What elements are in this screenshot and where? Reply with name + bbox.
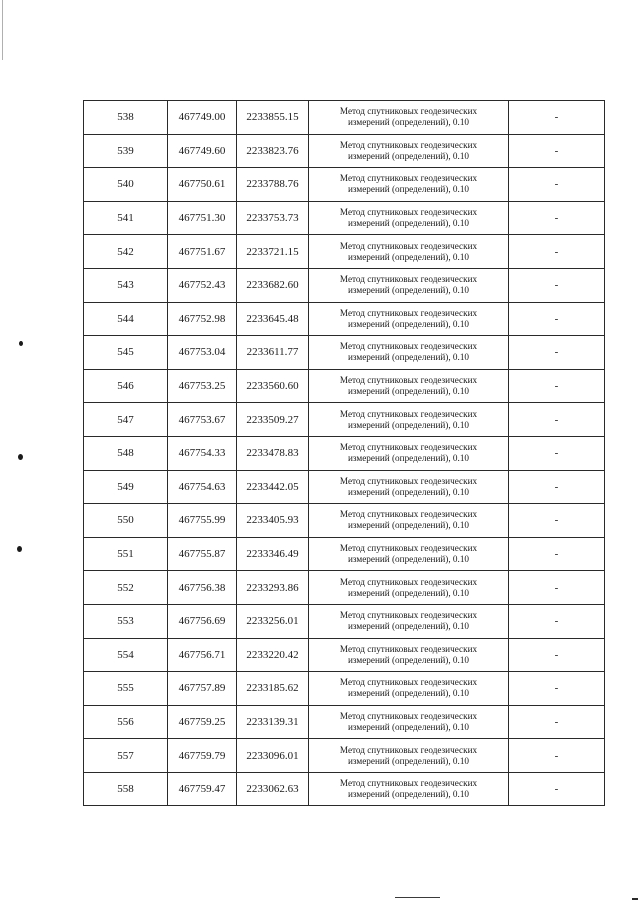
method-text-line2: измерений (определений), 0.10 xyxy=(347,688,470,699)
method-cell xyxy=(309,571,509,605)
note-cell: - xyxy=(509,537,605,571)
note-cell: - xyxy=(509,302,605,336)
table-row xyxy=(84,772,605,806)
point-number-cell: 554 xyxy=(84,638,168,672)
y-coordinate-cell: 2233788.76 xyxy=(237,168,309,202)
method-text-line1: Метод спутниковых геодезических xyxy=(339,274,478,285)
point-number-cell: 558 xyxy=(84,772,168,806)
method-cell xyxy=(309,168,509,202)
table-row xyxy=(84,336,605,370)
method-text-line2: измерений (определений), 0.10 xyxy=(347,520,470,531)
note-cell: - xyxy=(509,369,605,403)
table-row xyxy=(84,101,605,135)
note-cell: - xyxy=(509,504,605,538)
scan-artifact-dot xyxy=(17,546,22,552)
x-coordinate-cell: 467749.60 xyxy=(168,134,237,168)
point-number-cell: 557 xyxy=(84,739,168,773)
y-coordinate-cell: 2233220.42 xyxy=(237,638,309,672)
coordinates-table-body xyxy=(84,101,605,806)
method-cell xyxy=(309,604,509,638)
y-coordinate-cell: 2233560.60 xyxy=(237,369,309,403)
method-text-line1: Метод спутниковых геодезических xyxy=(339,375,478,386)
method-cell xyxy=(309,672,509,706)
table-row xyxy=(84,235,605,269)
method-text-line1: Метод спутниковых геодезических xyxy=(339,744,478,755)
x-coordinate-cell: 467751.30 xyxy=(168,201,237,235)
note-cell: - xyxy=(509,168,605,202)
x-coordinate-cell: 467757.89 xyxy=(168,672,237,706)
coordinates-table xyxy=(83,100,605,806)
method-cell xyxy=(309,739,509,773)
point-number-cell: 545 xyxy=(84,336,168,370)
method-text-line1: Метод спутниковых геодезических xyxy=(339,207,478,218)
table-row xyxy=(84,436,605,470)
point-number-cell: 555 xyxy=(84,672,168,706)
note-cell: - xyxy=(509,201,605,235)
method-cell xyxy=(309,504,509,538)
x-coordinate-cell: 467754.33 xyxy=(168,436,237,470)
point-number-cell: 549 xyxy=(84,470,168,504)
point-number-cell: 542 xyxy=(84,235,168,269)
method-text-line2: измерений (определений), 0.10 xyxy=(347,453,470,464)
table-row xyxy=(84,504,605,538)
method-text-line1: Метод спутниковых геодезических xyxy=(339,677,478,688)
method-cell xyxy=(309,537,509,571)
point-number-cell: 551 xyxy=(84,537,168,571)
x-coordinate-cell: 467759.79 xyxy=(168,739,237,773)
point-number-cell: 553 xyxy=(84,604,168,638)
method-text-line2: измерений (определений), 0.10 xyxy=(347,285,470,296)
method-text-line1: Метод спутниковых геодезических xyxy=(339,509,478,520)
note-cell: - xyxy=(509,235,605,269)
note-cell: - xyxy=(509,134,605,168)
note-cell: - xyxy=(509,705,605,739)
note-cell: - xyxy=(509,604,605,638)
x-coordinate-cell: 467756.71 xyxy=(168,638,237,672)
method-text-line2: измерений (определений), 0.10 xyxy=(347,150,470,161)
method-cell xyxy=(309,201,509,235)
method-text-line2: измерений (определений), 0.10 xyxy=(347,789,470,800)
y-coordinate-cell: 2233509.27 xyxy=(237,403,309,437)
method-cell xyxy=(309,638,509,672)
y-coordinate-cell: 2233823.76 xyxy=(237,134,309,168)
note-cell: - xyxy=(509,268,605,302)
method-text-line2: измерений (определений), 0.10 xyxy=(347,251,470,262)
x-coordinate-cell: 467759.25 xyxy=(168,705,237,739)
point-number-cell: 548 xyxy=(84,436,168,470)
method-text-line1: Метод спутниковых геодезических xyxy=(339,139,478,150)
y-coordinate-cell: 2233611.77 xyxy=(237,336,309,370)
point-number-cell: 556 xyxy=(84,705,168,739)
method-cell xyxy=(309,134,509,168)
point-number-cell: 539 xyxy=(84,134,168,168)
method-cell xyxy=(309,705,509,739)
table-row xyxy=(84,268,605,302)
method-cell xyxy=(309,235,509,269)
point-number-cell: 547 xyxy=(84,403,168,437)
method-cell xyxy=(309,268,509,302)
method-text-line1: Метод спутниковых геодезических xyxy=(339,173,478,184)
x-coordinate-cell: 467753.25 xyxy=(168,369,237,403)
method-text-line1: Метод спутниковых геодезических xyxy=(339,341,478,352)
note-cell: - xyxy=(509,571,605,605)
y-coordinate-cell: 2233062.63 xyxy=(237,772,309,806)
y-coordinate-cell: 2233721.15 xyxy=(237,235,309,269)
y-coordinate-cell: 2233096.01 xyxy=(237,739,309,773)
method-text-line2: измерений (определений), 0.10 xyxy=(347,419,470,430)
method-text-line1: Метод спутниковых геодезических xyxy=(339,610,478,621)
y-coordinate-cell: 2233753.73 xyxy=(237,201,309,235)
method-text-line2: измерений (определений), 0.10 xyxy=(347,386,470,397)
method-text-line2: измерений (определений), 0.10 xyxy=(347,755,470,766)
note-cell: - xyxy=(509,336,605,370)
table-row xyxy=(84,168,605,202)
point-number-cell: 550 xyxy=(84,504,168,538)
method-cell xyxy=(309,302,509,336)
method-text-line1: Метод спутниковых геодезических xyxy=(339,106,478,117)
table-row xyxy=(84,369,605,403)
x-coordinate-cell: 467749.00 xyxy=(168,101,237,135)
note-cell: - xyxy=(509,436,605,470)
method-text-line1: Метод спутниковых геодезических xyxy=(339,710,478,721)
table-row xyxy=(84,201,605,235)
point-number-cell: 540 xyxy=(84,168,168,202)
method-text-line2: измерений (определений), 0.10 xyxy=(347,486,470,497)
y-coordinate-cell: 2233405.93 xyxy=(237,504,309,538)
method-text-line1: Метод спутниковых геодезических xyxy=(339,543,478,554)
x-coordinate-cell: 467752.43 xyxy=(168,268,237,302)
y-coordinate-cell: 2233346.49 xyxy=(237,537,309,571)
method-text-line2: измерений (определений), 0.10 xyxy=(347,218,470,229)
method-text-line1: Метод спутниковых геодезических xyxy=(339,778,478,789)
table-row xyxy=(84,604,605,638)
y-coordinate-cell: 2233185.62 xyxy=(237,672,309,706)
method-text-line2: измерений (определений), 0.10 xyxy=(347,352,470,363)
table-row xyxy=(84,705,605,739)
method-cell xyxy=(309,369,509,403)
x-coordinate-cell: 467750.61 xyxy=(168,168,237,202)
method-text-line2: измерений (определений), 0.10 xyxy=(347,117,470,128)
y-coordinate-cell: 2233256.01 xyxy=(237,604,309,638)
scan-artifact-dot xyxy=(19,341,23,346)
point-number-cell: 544 xyxy=(84,302,168,336)
x-coordinate-cell: 467755.99 xyxy=(168,504,237,538)
method-text-line2: измерений (определений), 0.10 xyxy=(347,621,470,632)
method-cell xyxy=(309,336,509,370)
point-number-cell: 543 xyxy=(84,268,168,302)
x-coordinate-cell: 467756.38 xyxy=(168,571,237,605)
method-text-line1: Метод спутниковых геодезических xyxy=(339,307,478,318)
method-text-line1: Метод спутниковых геодезических xyxy=(339,240,478,251)
method-cell xyxy=(309,403,509,437)
point-number-cell: 546 xyxy=(84,369,168,403)
table-row xyxy=(84,739,605,773)
note-cell: - xyxy=(509,403,605,437)
point-number-cell: 541 xyxy=(84,201,168,235)
method-text-line2: измерений (определений), 0.10 xyxy=(347,587,470,598)
method-text-line1: Метод спутниковых геодезических xyxy=(339,576,478,587)
y-coordinate-cell: 2233442.05 xyxy=(237,470,309,504)
method-cell xyxy=(309,470,509,504)
method-text-line2: измерений (определений), 0.10 xyxy=(347,721,470,732)
note-cell: - xyxy=(509,101,605,135)
note-cell: - xyxy=(509,739,605,773)
scan-edge-line xyxy=(2,0,3,60)
note-cell: - xyxy=(509,638,605,672)
point-number-cell: 552 xyxy=(84,571,168,605)
method-text-line2: измерений (определений), 0.10 xyxy=(347,318,470,329)
table-row xyxy=(84,537,605,571)
table-row xyxy=(84,672,605,706)
method-cell xyxy=(309,436,509,470)
y-coordinate-cell: 2233645.48 xyxy=(237,302,309,336)
point-number-cell: 538 xyxy=(84,101,168,135)
y-coordinate-cell: 2233139.31 xyxy=(237,705,309,739)
x-coordinate-cell: 467756.69 xyxy=(168,604,237,638)
y-coordinate-cell: 2233855.15 xyxy=(237,101,309,135)
method-text-line1: Метод спутниковых геодезических xyxy=(339,475,478,486)
note-cell: - xyxy=(509,772,605,806)
table-row xyxy=(84,302,605,336)
scan-corner-mark xyxy=(632,898,638,900)
table-row xyxy=(84,638,605,672)
x-coordinate-cell: 467753.67 xyxy=(168,403,237,437)
y-coordinate-cell: 2233478.83 xyxy=(237,436,309,470)
table-row xyxy=(84,470,605,504)
y-coordinate-cell: 2233682.60 xyxy=(237,268,309,302)
x-coordinate-cell: 467755.87 xyxy=(168,537,237,571)
table-row xyxy=(84,403,605,437)
scan-artifact-dot xyxy=(18,454,23,460)
x-coordinate-cell: 467759.47 xyxy=(168,772,237,806)
scan-bottom-line xyxy=(395,897,440,898)
table-row xyxy=(84,134,605,168)
method-text-line1: Метод спутниковых геодезических xyxy=(339,408,478,419)
method-text-line2: измерений (определений), 0.10 xyxy=(347,554,470,565)
method-text-line2: измерений (определений), 0.10 xyxy=(347,184,470,195)
x-coordinate-cell: 467753.04 xyxy=(168,336,237,370)
x-coordinate-cell: 467751.67 xyxy=(168,235,237,269)
table-row xyxy=(84,571,605,605)
method-cell xyxy=(309,772,509,806)
method-text-line1: Метод спутниковых геодезических xyxy=(339,442,478,453)
method-text-line2: измерений (определений), 0.10 xyxy=(347,654,470,665)
x-coordinate-cell: 467754.63 xyxy=(168,470,237,504)
method-text-line1: Метод спутниковых геодезических xyxy=(339,643,478,654)
x-coordinate-cell: 467752.98 xyxy=(168,302,237,336)
method-cell xyxy=(309,101,509,135)
note-cell: - xyxy=(509,470,605,504)
y-coordinate-cell: 2233293.86 xyxy=(237,571,309,605)
note-cell: - xyxy=(509,672,605,706)
